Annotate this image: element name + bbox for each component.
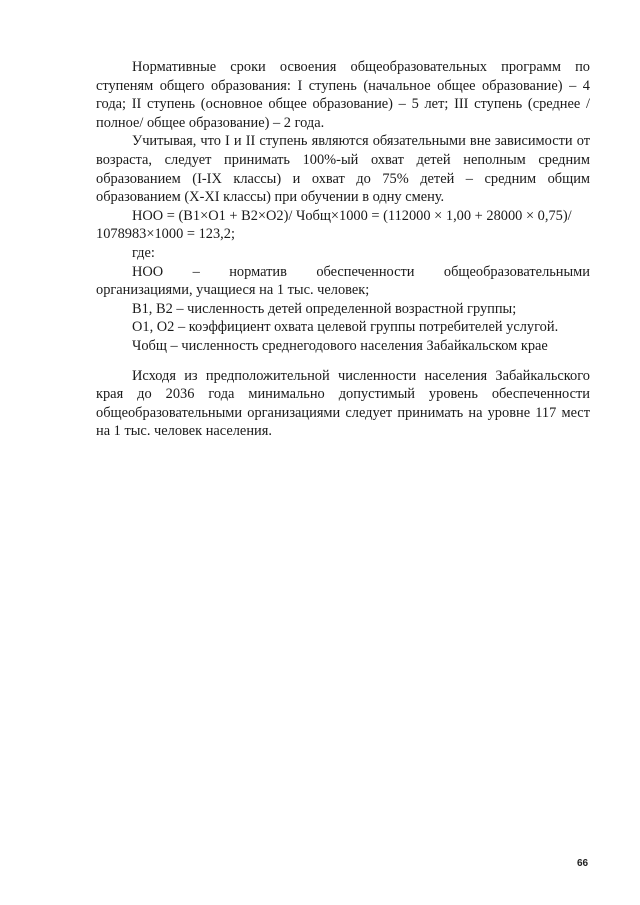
paragraph-coverage: Учитывая, что I и II ступень являются обязательными вне зависимости от возраста, следует принимать 100%-ый охват детей неполным средним образованием (I-IX классы) и охват до 75% детей – средним общим образованием (X-XI классы) при обучении в одну смену.	[96, 133, 590, 206]
page-number: 66	[577, 858, 589, 869]
definition-b: В1, В2 – численность детей определенной возрастной группы;	[132, 300, 517, 317]
paragraph-education-terms: Нормативные сроки освоения общеобразовательных программ по ступеням общего образования: I ступень (начальное общее образование) – 4 года; II ступень (основное общее образование) – 5 лет; III ступень (среднее /полное/ общее образование) – 2 года.	[96, 59, 590, 131]
definition-ch: Чобщ – численность среднегодового населения Забайкальском крае	[132, 337, 548, 354]
formula-line-1: НОО = (В1×О1 + В2×О2)/ Чобщ×1000 = (112000 × 1,00 + 28000 × 0,75)/	[132, 207, 572, 224]
document-body	[96, 58, 590, 441]
definition-o: О1, О2 – коэффициент охвата целевой группы потребителей услугой.	[132, 319, 559, 336]
formula-line-2: 1078983×1000 = 123,2;	[96, 226, 235, 243]
definition-noo-line-2: организациями, учащиеся на 1 тыс. человек;	[96, 282, 370, 299]
where-label: где:	[132, 244, 155, 261]
definition-noo-line-1: НОО – норматив обеспеченности общеобразовательными	[132, 263, 590, 280]
paragraph-conclusion: Исходя из предположительной численности населения Забайкальского края до 2036 года минимально допустимый уровень обеспеченности общеобразовательными организациями следует принимать на уровне 117 мест на 1 тыс. человек населения.	[96, 367, 590, 440]
